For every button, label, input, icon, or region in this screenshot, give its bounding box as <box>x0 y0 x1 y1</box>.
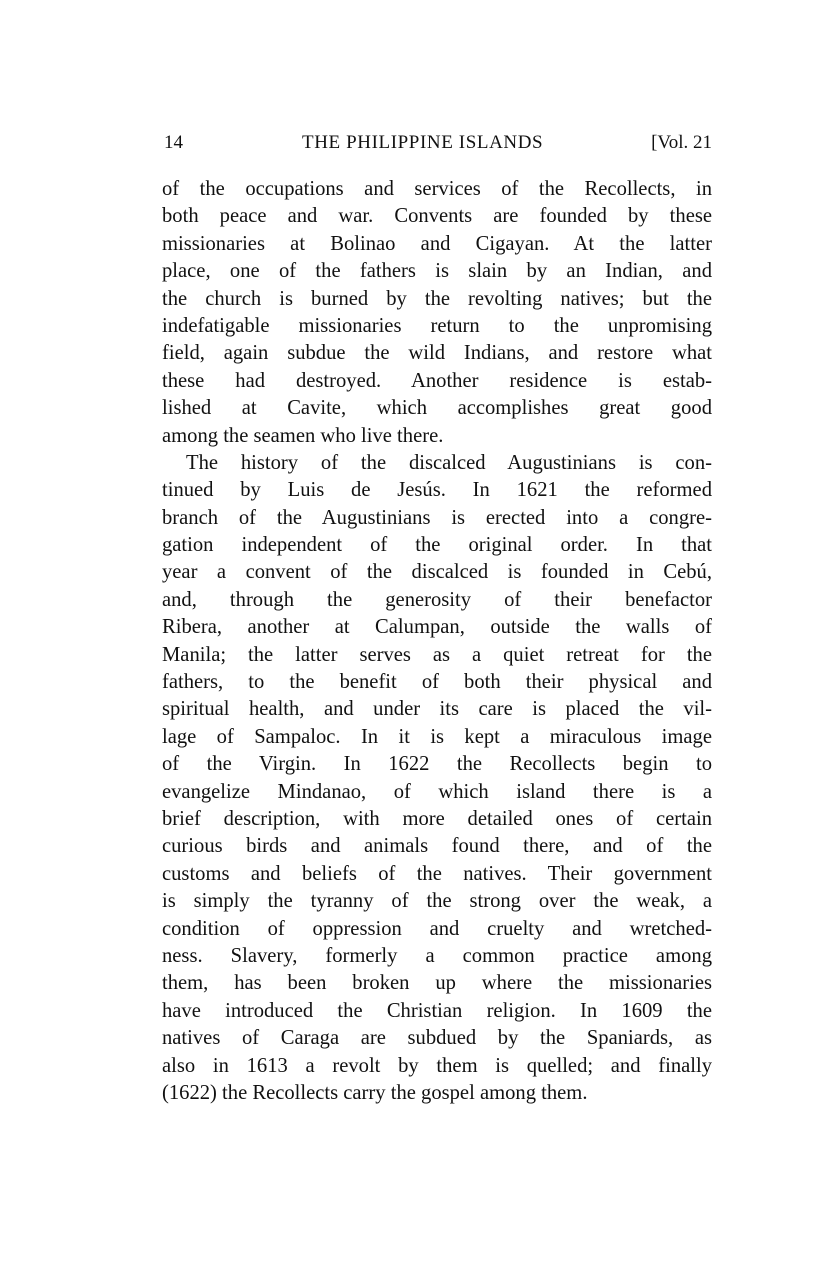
text-line: field, again subdue the wild Indians, and restore what <box>162 342 712 365</box>
text-line: branch of the Augustinians is erected into a congre- <box>162 506 712 529</box>
text-line: of the Virgin. In 1622 the Recollects begin to <box>162 753 712 776</box>
text-line: lished at Cavite, which accomplishes great good <box>162 397 712 420</box>
volume-label: [Vol. 21 <box>651 132 712 153</box>
text-line: condition of oppression and cruelty and wretched- <box>162 917 712 940</box>
text-line: place, one of the fathers is slain by an Indian, and <box>162 260 712 283</box>
text-line: the church is burned by the revolting natives; but the <box>162 287 712 310</box>
text-line: and, through the generosity of their benefactor <box>162 588 712 611</box>
text-line: among the seamen who live there. <box>162 424 444 447</box>
body-text <box>162 176 712 1107</box>
text-line: these had destroyed. Another residence is estab- <box>162 369 712 392</box>
text-line: brief description, with more detailed ones of certain <box>162 807 712 830</box>
text-line: them, has been broken up where the missionaries <box>162 972 712 995</box>
running-header <box>164 130 712 156</box>
text-line: curious birds and animals found there, and of the <box>162 835 712 858</box>
text-line: of the occupations and services of the Recollects, in <box>162 178 712 200</box>
text-line: spiritual health, and under its care is placed the vil- <box>162 698 712 721</box>
running-title: THE PHILIPPINE ISLANDS <box>302 132 544 153</box>
text-line: lage of Sampaloc. In it is kept a miraculous image <box>162 725 712 748</box>
text-line: Ribera, another at Calumpan, outside the walls of <box>162 616 712 639</box>
page-number: 14 <box>164 132 183 153</box>
text-line: (1622) the Recollects carry the gospel among them. <box>162 1081 588 1104</box>
text-line: also in 1613 a revolt by them is quelled; and finally <box>162 1054 712 1077</box>
text-line: customs and beliefs of the natives. Their government <box>162 862 712 885</box>
text-line: fathers, to the benefit of both their physical and <box>162 671 712 694</box>
text-line: ness. Slavery, formerly a common practice among <box>162 944 712 967</box>
text-line: both peace and war. Convents are founded by these <box>162 205 712 228</box>
text-line: tinued by Luis de Jesús. In 1621 the reformed <box>162 479 712 502</box>
text-line: have introduced the Christian religion. In 1609 the <box>162 999 712 1022</box>
text-line: natives of Caraga are subdued by the Spaniards, as <box>162 1027 712 1050</box>
text-line: indefatigable missionaries return to the unpromising <box>162 314 712 337</box>
text-line: year a convent of the discalced is founded in Cebú, <box>162 561 712 584</box>
text-line: evangelize Mindanao, of which island there is a <box>162 780 712 803</box>
paragraph-start-line: The history of the discalced Augustinians is con- <box>186 451 712 474</box>
text-line: is simply the tyranny of the strong over the weak, a <box>162 890 712 913</box>
text-line: gation independent of the original order. In that <box>162 534 712 557</box>
text-line: Manila; the latter serves as a quiet retreat for the <box>162 643 712 666</box>
text-line: missionaries at Bolinao and Cigayan. At the latter <box>162 232 712 255</box>
